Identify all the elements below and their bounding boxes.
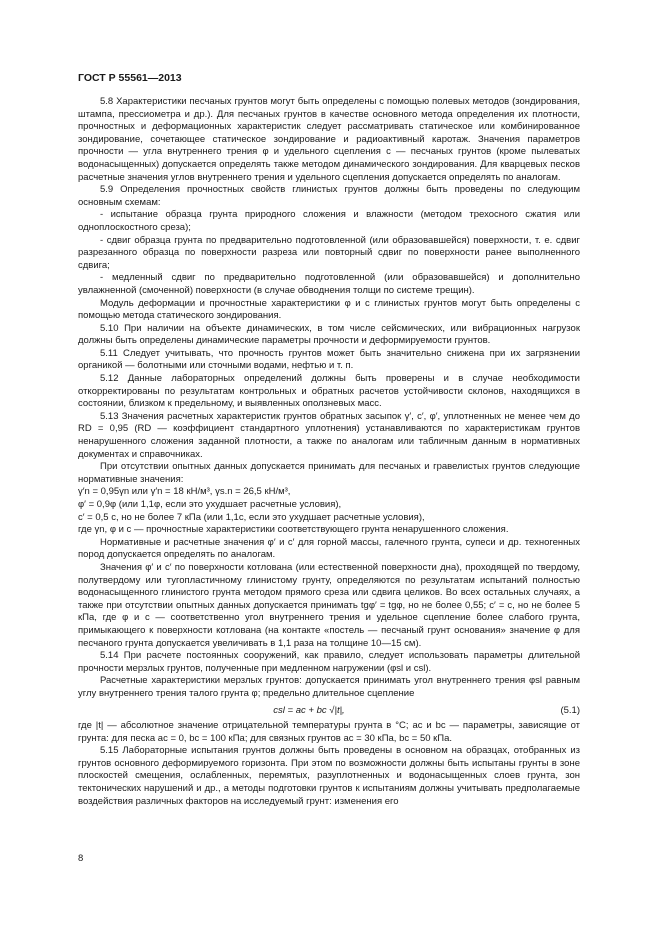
equation-5-1: [78, 705, 580, 718]
paragraph-5-11: 5.11 Следует учитывать, что прочность грунтов может быть значительно снижена при их загрязнении органикой — болотными или сточными водами, нефтью и т. п.: [78, 347, 580, 372]
paragraph-where-t: где |t| — абсолютное значение отрицательной температуры грунта в °C; ac и bc — параметры, зависящие от грунта: для песка ac = 0, bc = 100 кПа; для связных грунтов ac = 30 кПа, bc = 50 кПа.: [78, 720, 580, 744]
paragraph-5-12: 5.12 Данные лабораторных определений должны быть проверены и в случае необходимости откорректированы по результатам контрольных и обратных расчетов устойчивости склонов, находящихся в состоянии, близком к предельному, и выявленных оползневых масс.: [78, 373, 580, 410]
list-item-triaxial: - испытание образца грунта природного сложения и влажности (методом трехосного сжатия или одноплоскостного среза);: [78, 209, 580, 233]
document-header: ГОСТ Р 55561—2013: [78, 72, 182, 84]
equation-number: (5.1): [560, 704, 580, 716]
page-number: 8: [78, 853, 84, 864]
paragraph-5-8: 5.8 Характеристики песчаных грунтов могут быть определены с помощью полевых методов (зондирования, штампа, прессиометра и др.). Для песчаных грунтов в качестве основного метода определения их плотности, прочностных и деформационных характеристик следует рассматривать статическое или комбинированное зондирование, сочетающее статическое зондирование и радиоактивный каротаж. Значения параметров прочности — угла внутреннего трения φ и удельного сцепления c — песчаных грунтов (кроме пылеватых водонасыщенных) допускается определять также методом динамического зондирования. Для кварцевых песков расчетные значения углов внутреннего трения и удельного сцепления допускается определять по аналогам.: [78, 96, 580, 183]
paragraph-where: где γn, φ и c — прочностные характеристики соответствующего грунта ненарушенного сложения.: [78, 524, 509, 536]
value-phi: φ′ = 0,9φ (или 1,1φ, если это ухудшает расчетные условия),: [78, 499, 342, 510]
paragraph-5-15: 5.15 Лабораторные испытания грунтов должны быть проведены в основном на образцах, отобранных из грунтов основного деформируемого горизонта. При этом по возможности должны быть испытаны грунты в зоне плоскостей смещения, ослабленных, перемятых, разуплотненных и водонасыщенных слоев грунта, зон тектонических нарушений и др., а методы подготовки грунтов к испытаниям должны учитывать предполагаемые воздействия различных факторов на исследуемый грунт: изменения его: [78, 745, 580, 807]
equation-formula: csl = ac + bc √|t|,: [273, 704, 345, 716]
paragraph-5-9: 5.9 Определения прочностных свойств глинистых грунтов должны быть проведены по следующим основным схемам:: [78, 184, 580, 208]
list-item-shear: - сдвиг образца грунта по предварительно подготовленной (или образовавшейся) поверхности, т. е. сдвиг разрезанного образца по поверхности разреза или повторный сдвиг по поверхности ранее выполненного сдвига;: [78, 234, 580, 271]
value-c: c′ = 0,5 c, но не более 7 кПа (или 1,1c, если это ухудшает расчетные условия),: [78, 511, 425, 523]
paragraph-frozen: Расчетные характеристики мерзлых грунтов: допускается принимать угол внутреннего трения φsl равным углу внутреннего трения талого грунта φ; предельно длительное сцепление: [78, 675, 580, 699]
paragraph-modulus: Модуль деформации и прочностные характеристики φ и c глинистых грунтов могут быть определены с помощью метода статического зондирования.: [78, 297, 580, 322]
paragraph-technogenic: Нормативные и расчетные значения φ′ и c′ для горной массы, галечного грунта, супеси и др. техногенных пород допускается определять по аналогам.: [78, 536, 580, 561]
value-gamma: γ′n = 0,95γn или γ′n = 18 кН/м³, γs.n = 26,5 кН/м³,: [78, 486, 291, 498]
paragraph-normative-intro: При отсутствии опытных данных допускается принимать для песчаных и гравелистых грунтов следующие нормативные значения:: [78, 461, 580, 485]
paragraph-5-14: 5.14 При расчете постоянных сооружений, как правило, следует использовать параметры длительной прочности мерзлых грунтов, полученные при медленном нагружении (φsl и csl).: [78, 650, 580, 674]
list-item-slow-shear: - медленный сдвиг по предварительно подготовленной (или образовавшейся) и дополнительно увлажненной (смоченной) поверхности (в случае обводнения толщи по системе трещин).: [78, 272, 580, 296]
paragraph-pit-surface: Значения φ′ и c′ по поверхности котлована (или естественной поверхности дна), проходящей по твердому, полутвердому или тугопластичному глинистому грунту, определяются по результатам испытаний полностью водонасыщенного глинистого грунта методом прямого среза или сдвига целиков. Во всех остальных случаях, а также при отсутствии опытных данных допускается принимать tgφ′ = tgφ, но не более 0,55; c′ = c, но не более 5 кПа, где φ и c — соответственно угол внутреннего трения и удельное сцепление более слабого грунта, примыкающего к поверхности котлована (на контакте «постель — песчаный грунт основания» значение φ для песчаного грунта допускается увеличивать в 1,1 раза на толщине 10—15 см).: [78, 561, 580, 649]
paragraph-5-10: 5.10 При наличии на объекте динамических, в том числе сейсмических, или вибрационных нагрузок должны быть определены динамические параметры прочности и деформируемости грунтов.: [78, 322, 580, 347]
document-body: [78, 96, 580, 808]
paragraph-5-13: 5.13 Значения расчетных характеристик грунтов обратных засыпок γ′, c′, φ′, уплотненных не менее чем до RD = 0,95 (RD — коэффициент стандартного уплотнения) устанавливаются по характеристикам грунтов ненарушенного сложения заданной плотности, а также по аналогам или табличным данным в нормативных документах и справочниках.: [78, 410, 580, 460]
